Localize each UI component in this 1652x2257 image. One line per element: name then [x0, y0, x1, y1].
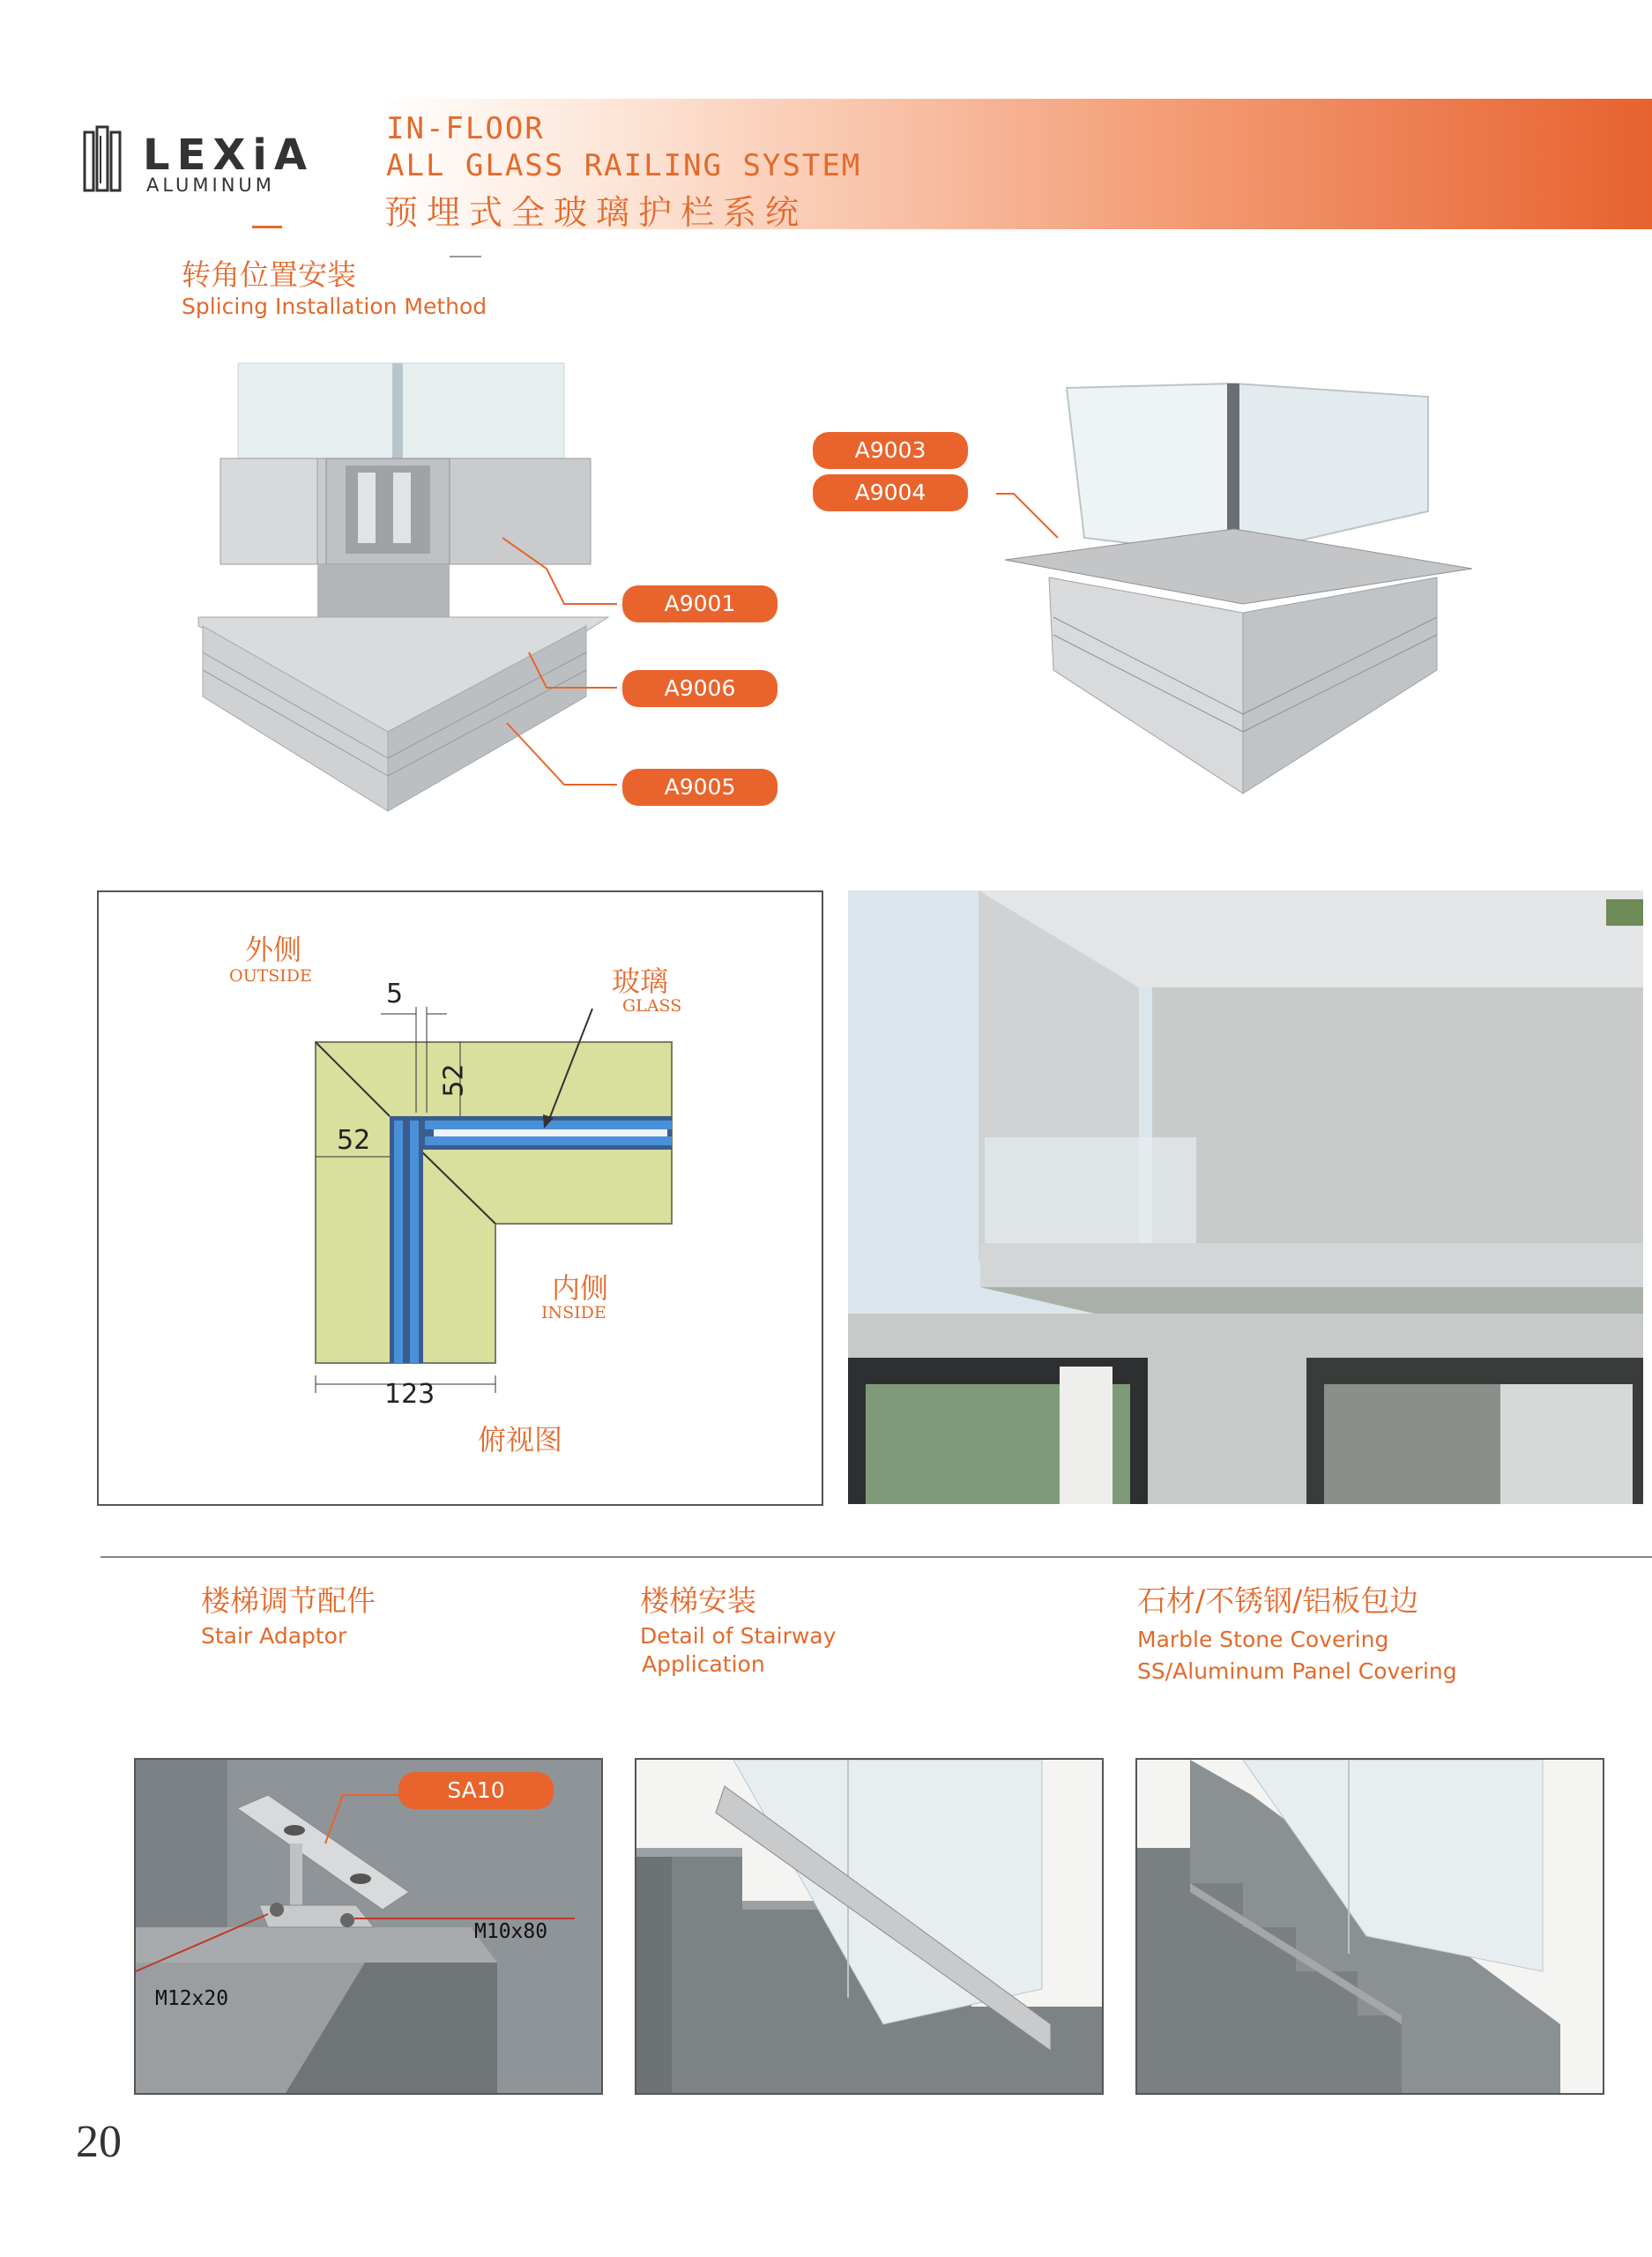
covering-image [1135, 1758, 1604, 2095]
section-title-dash [450, 256, 481, 257]
section-divider [100, 1556, 1652, 1558]
part-label-a9005: A9005 [622, 769, 778, 806]
page-number: 20 [76, 2117, 122, 2167]
dim-gap-label: 5 [386, 979, 404, 1009]
brand-subtitle: ALUMINUM [146, 175, 275, 196]
corner-profile-exploded-illustration [194, 361, 617, 820]
dim-left-label: 52 [337, 1125, 371, 1156]
bolt-m10x80-label: M10x80 [474, 1920, 548, 1943]
part-label-a9004: A9004 [813, 474, 968, 511]
section-title-cn: 转角位置安装 [182, 257, 356, 292]
glass-label-cn: 玻璃 [612, 965, 669, 998]
stairway-application-image [635, 1758, 1104, 2095]
covering-title-en2: SS/Aluminum Panel Covering [1137, 1658, 1457, 1684]
covering-title-cn: 石材/不锈钢/铝板包边 [1137, 1583, 1419, 1618]
brand-name: LEXiA [143, 130, 314, 180]
header-title-cn: 预埋式全玻璃护栏系统 [384, 193, 808, 232]
stairway-title-en1: Detail of Stairway [640, 1623, 837, 1649]
glass-label-en: GLASS [622, 996, 682, 1016]
section-title-en: Splicing Installation Method [182, 294, 487, 319]
part-label-a9006: A9006 [622, 670, 778, 707]
outside-label-cn: 外侧 [245, 933, 302, 966]
top-view-caption: 俯视图 [478, 1423, 563, 1456]
part-label-a9001: A9001 [622, 585, 778, 622]
stair-adaptor-title-cn: 楼梯调节配件 [201, 1583, 376, 1618]
stairway-title-cn: 楼梯安装 [640, 1583, 756, 1618]
covering-title-en1: Marble Stone Covering [1137, 1627, 1389, 1652]
part-label-sa10: SA10 [398, 1772, 554, 1809]
part-label-a9003: A9003 [813, 432, 968, 469]
building-photo [848, 890, 1643, 1504]
dim-top-label: 52 [438, 1063, 470, 1098]
stairway-title-en2: Application [642, 1651, 765, 1677]
bolt-m12x20-label: M12x20 [155, 1987, 229, 2010]
lexia-logo-icon [81, 123, 134, 201]
header-title-line1: IN-FLOOR [386, 111, 545, 146]
outside-label-en: OUTSIDE [229, 966, 312, 986]
inside-label-en: INSIDE [541, 1303, 606, 1322]
corner-assembled-illustration [996, 379, 1499, 802]
inside-label-cn: 内侧 [552, 1271, 609, 1305]
header-title-line2: ALL GLASS RAILING SYSTEM [386, 148, 862, 183]
top-view-diagram-panel [97, 890, 823, 1506]
header-accent-bar [252, 226, 282, 228]
stair-adaptor-title-en: Stair Adaptor [201, 1623, 347, 1649]
dim-width-label: 123 [384, 1379, 435, 1410]
